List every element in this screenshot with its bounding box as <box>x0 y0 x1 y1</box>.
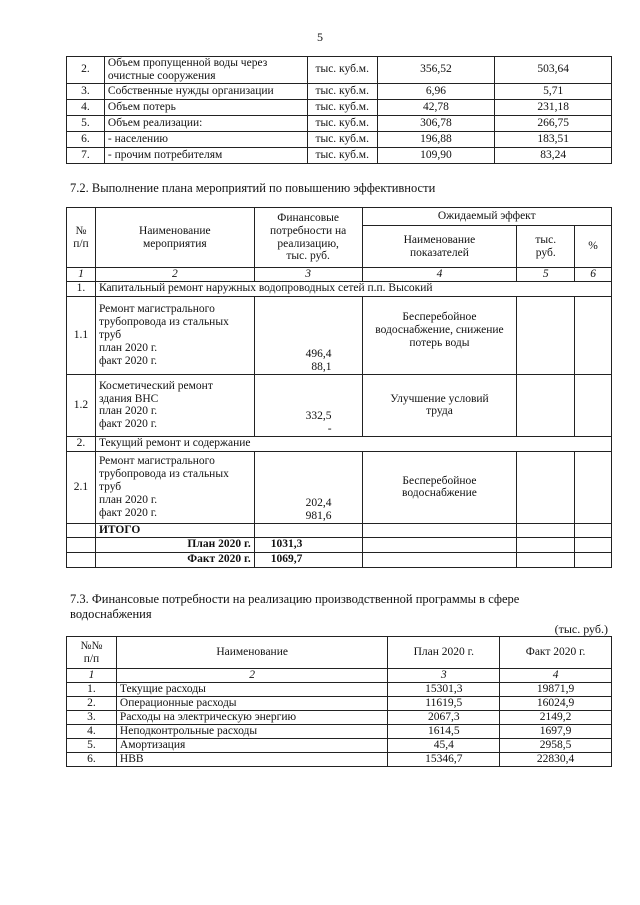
row-fact: 1697,9 <box>500 725 612 739</box>
row-value-1: 109,90 <box>377 147 495 163</box>
row-name: Расходы на электрическую энергию <box>116 711 387 725</box>
column-number: 4 <box>500 669 612 683</box>
row-name: НВВ <box>116 753 387 767</box>
section-2-title: Текущий ремонт и содержание <box>95 436 611 451</box>
row-name: Собственные нужды организации <box>104 83 307 99</box>
row-value-1: 196,88 <box>377 131 495 147</box>
row-num: 3. <box>67 83 105 99</box>
row-value-1: 356,52 <box>377 57 495 84</box>
row-plan: 1614,5 <box>388 725 500 739</box>
row-num: 6. <box>67 753 117 767</box>
column-number: 3 <box>388 669 500 683</box>
t3-header-num: №№ п/п <box>67 637 117 669</box>
row-value-1: 42,78 <box>377 99 495 115</box>
row-unit: тыс. куб.м. <box>307 115 377 131</box>
total-label: ИТОГО <box>95 523 254 537</box>
item-1-1-values: 496,4 88,1 <box>254 296 362 374</box>
section-1-title: Капитальный ремонт наружных водопроводных сетей п.п. Высокий <box>95 281 611 296</box>
row-fact: 2149,2 <box>500 711 612 725</box>
row-num: 2. <box>67 697 117 711</box>
table-row <box>67 99 612 115</box>
table-row <box>67 147 612 163</box>
row-name: Объем реализации: <box>104 115 307 131</box>
column-number: 3 <box>254 268 362 282</box>
row-num: 5. <box>67 739 117 753</box>
row-num: 7. <box>67 147 105 163</box>
table-row <box>67 711 612 725</box>
row-name: Объем потерь <box>104 99 307 115</box>
table-row <box>67 739 612 753</box>
row-plan: 15301,3 <box>388 683 500 697</box>
row-value-2: 266,75 <box>495 115 612 131</box>
financial-needs-table <box>66 636 612 767</box>
t3-header-plan: План 2020 г. <box>388 637 500 669</box>
row-unit: тыс. куб.м. <box>307 131 377 147</box>
plan-total-label: План 2020 г. <box>95 537 254 552</box>
table-row <box>67 753 612 767</box>
fact-total-label: Факт 2020 г. <box>95 552 254 567</box>
row-num: 5. <box>67 115 105 131</box>
section-1-num: 1. <box>67 281 96 296</box>
row-num: 2. <box>67 57 105 84</box>
row-name: - прочим потребителям <box>104 147 307 163</box>
row-value-1: 306,78 <box>377 115 495 131</box>
column-number: 1 <box>67 669 117 683</box>
row-value-2: 183,51 <box>495 131 612 147</box>
table-row <box>67 697 612 711</box>
item-1-2-values: 332,5 - <box>254 374 362 436</box>
row-value-1: 6,96 <box>377 83 495 99</box>
row-plan: 2067,3 <box>388 711 500 725</box>
row-value-2: 231,18 <box>495 99 612 115</box>
header-num: № п/п <box>67 208 96 268</box>
row-num: 3. <box>67 711 117 725</box>
row-plan: 45,4 <box>388 739 500 753</box>
item-1-2-effect: Улучшение условий труда <box>362 374 517 436</box>
row-plan: 11619,5 <box>388 697 500 711</box>
row-name: Амортизация <box>116 739 387 753</box>
row-num: 4. <box>67 725 117 739</box>
header-measure-name: Наименование мероприятия <box>95 208 254 268</box>
column-number: 2 <box>116 669 387 683</box>
row-fact: 19871,9 <box>500 683 612 697</box>
item-1-2-name: Косметический ремонт здания ВНС план 2020 г. факт 2020 г. <box>95 374 254 436</box>
efficiency-measures-table <box>66 207 612 568</box>
header-indicators: Наименование показателей <box>362 226 517 268</box>
row-fact: 2958,5 <box>500 739 612 753</box>
row-plan: 15346,7 <box>388 753 500 767</box>
column-number: 2 <box>95 268 254 282</box>
column-number: 5 <box>517 268 575 282</box>
item-2-1-values: 202,4 981,6 <box>254 451 362 523</box>
item-2-1-name: Ремонт магистрального трубопровода из стальных труб план 2020 г. факт 2020 г. <box>95 451 254 523</box>
item-1-1-num: 1.1 <box>67 296 96 374</box>
row-fact: 22830,4 <box>500 753 612 767</box>
item-1-1-name: Ремонт магистрального трубопровода из стальных труб план 2020 г. факт 2020 г. <box>95 296 254 374</box>
row-name: Объем пропущенной воды через очистные сооружения <box>104 57 307 84</box>
t3-header-fact: Факт 2020 г. <box>500 637 612 669</box>
fact-total-value: 1069,7 <box>254 552 362 567</box>
section-7-2-title: 7.2. Выполнение плана мероприятий по повышению эффективности <box>70 181 436 195</box>
column-number: 1 <box>67 268 96 282</box>
header-expected-effect: Ожидаемый эффект <box>362 208 611 226</box>
t3-header-name: Наименование <box>116 637 387 669</box>
water-volume-table <box>66 56 612 164</box>
table-row <box>67 725 612 739</box>
item-1-1-effect: Бесперебойное водоснабжение, снижение потерь воды <box>362 296 517 374</box>
row-value-2: 503,64 <box>495 57 612 84</box>
item-1-2-num: 1.2 <box>67 374 96 436</box>
units-note: (тыс. руб.) <box>554 622 608 636</box>
table-row <box>67 57 612 84</box>
row-name: - населению <box>104 131 307 147</box>
item-2-1-num: 2.1 <box>67 451 96 523</box>
plan-total-value: 1031,3 <box>254 537 362 552</box>
table-row <box>67 131 612 147</box>
column-number: 4 <box>362 268 517 282</box>
column-number: 6 <box>575 268 612 282</box>
section-2-num: 2. <box>67 436 96 451</box>
row-unit: тыс. куб.м. <box>307 57 377 84</box>
page-number: 5 <box>317 30 323 44</box>
header-rub: тыс. руб. <box>517 226 575 268</box>
header-financial-needs: Финансовые потребности на реализацию, тыс. руб. <box>254 208 362 268</box>
row-num: 1. <box>67 683 117 697</box>
row-unit: тыс. куб.м. <box>307 83 377 99</box>
section-7-3-title: 7.3. Финансовые потребности на реализацию производственной программы в сфере водоснабжения <box>70 592 520 621</box>
row-unit: тыс. куб.м. <box>307 99 377 115</box>
item-2-1-effect: Бесперебойное водоснабжение <box>362 451 517 523</box>
table-row <box>67 115 612 131</box>
row-name: Текущие расходы <box>116 683 387 697</box>
row-name: Неподконтрольные расходы <box>116 725 387 739</box>
header-percent: % <box>575 226 612 268</box>
row-name: Операционные расходы <box>116 697 387 711</box>
table-row <box>67 83 612 99</box>
row-unit: тыс. куб.м. <box>307 147 377 163</box>
row-value-2: 5,71 <box>495 83 612 99</box>
row-value-2: 83,24 <box>495 147 612 163</box>
row-num: 6. <box>67 131 105 147</box>
row-num: 4. <box>67 99 105 115</box>
table-row <box>67 683 612 697</box>
row-fact: 16024,9 <box>500 697 612 711</box>
